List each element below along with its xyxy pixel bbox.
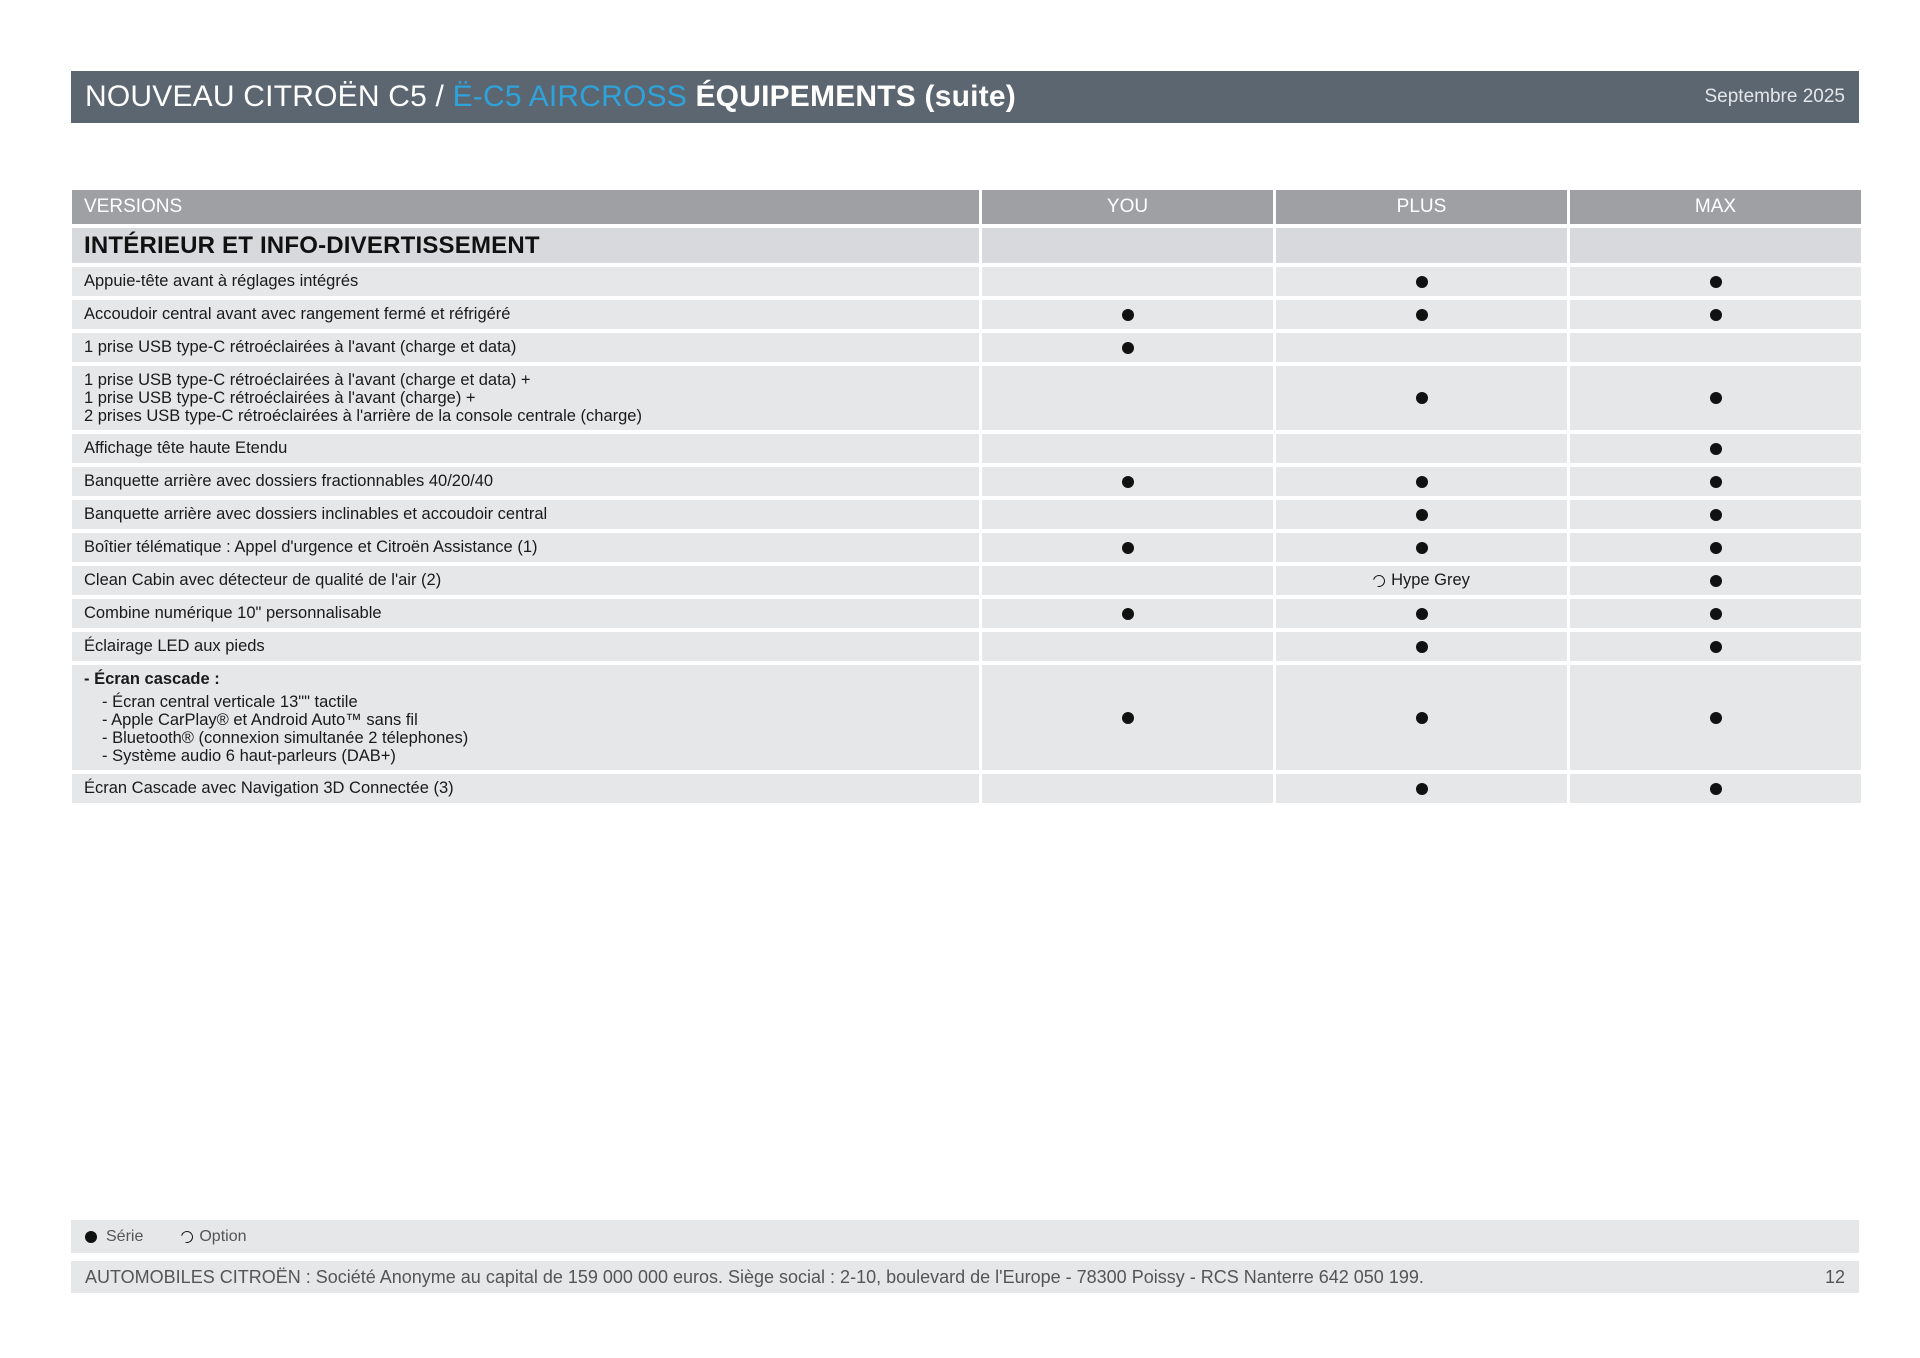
cell-plus: [1276, 500, 1567, 529]
filled-dot-icon: [1710, 575, 1722, 587]
cell-max: [1570, 774, 1861, 803]
filled-dot-icon: [1122, 608, 1134, 620]
cell-max: [1570, 366, 1861, 430]
filled-dot-icon: [1710, 309, 1722, 321]
cell-plus: [1276, 533, 1567, 562]
cell-you: [982, 333, 1273, 362]
cell-plus: [1276, 599, 1567, 628]
filled-dot-icon: [1416, 712, 1428, 724]
column-header-plus: PLUS: [1276, 190, 1567, 224]
cell-plus: [1276, 665, 1567, 770]
page-title: NOUVEAU CITROËN C5 / Ë-C5 AIRCROSS ÉQUIPEMENTS (suite): [85, 80, 1016, 113]
filled-dot-icon: [1416, 509, 1428, 521]
page-number: 12: [1824, 1266, 1845, 1287]
filled-dot-icon: [1710, 392, 1722, 404]
column-header-you: YOU: [982, 190, 1273, 224]
cell-plus: [1276, 366, 1567, 430]
footer: [71, 1261, 1859, 1293]
filled-dot-icon: [1710, 641, 1722, 653]
cell-max: [1570, 566, 1861, 595]
cell-you: [982, 366, 1273, 430]
filled-dot-icon: [1710, 276, 1722, 288]
cell-max: [1570, 533, 1861, 562]
cell-you: [982, 500, 1273, 529]
legend-option: Option: [181, 1228, 246, 1246]
filled-dot-icon: [1416, 476, 1428, 488]
filled-dot-icon: [1416, 276, 1428, 288]
row-label: Accoudoir central avant avec rangement fermé et réfrigéré: [72, 300, 979, 329]
row-label: [72, 366, 979, 430]
cell-max: [1570, 267, 1861, 296]
row-label: Affichage tête haute Etendu: [72, 434, 979, 463]
page-header: [71, 71, 1859, 123]
column-header-versions: VERSIONS: [72, 190, 979, 224]
row-label: Appuie-tête avant à réglages intégrés: [72, 267, 979, 296]
filled-dot-icon: [1710, 712, 1722, 724]
row-label-line: 2 prises USB type-C rétroéclairées à l'arrière de la console centrale (charge): [84, 407, 642, 425]
cell-max: [1570, 500, 1861, 529]
row-label-line: - Écran central verticale 13"" tactile: [102, 693, 358, 711]
cell-plus: [1276, 467, 1567, 496]
cell-max: [1570, 665, 1861, 770]
cell-you: [982, 434, 1273, 463]
cell-plus: [1276, 566, 1567, 595]
filled-dot-icon: [1122, 342, 1134, 354]
row-label-line: 1 prise USB type-C rétroéclairées à l'avant (charge) +: [84, 389, 476, 407]
cell-plus: [1276, 300, 1567, 329]
filled-dot-icon: [1710, 608, 1722, 620]
filled-dot-icon: [85, 1231, 97, 1243]
row-label: Boîtier télématique : Appel d'urgence et Citroën Assistance (1): [72, 533, 979, 562]
filled-dot-icon: [1122, 542, 1134, 554]
footer-legal-text: AUTOMOBILES CITROËN : Société Anonyme au capital de 159 000 000 euros. Siège social : 2-10, boulevard de l'Europe - 78300 Poissy - RCS Nanterre 642 050 199.: [85, 1266, 1424, 1287]
row-label: Clean Cabin avec détecteur de qualité de l'air (2): [72, 566, 979, 595]
cell-plus: [1276, 434, 1567, 463]
filled-dot-icon: [1416, 641, 1428, 653]
cell-max: [1570, 333, 1861, 362]
cell-you: [982, 267, 1273, 296]
section-cell: [1276, 228, 1567, 263]
row-label: Éclairage LED aux pieds: [72, 632, 979, 661]
filled-dot-icon: [1122, 712, 1134, 724]
row-label-lead: - Écran cascade :: [84, 670, 220, 688]
filled-dot-icon: [1122, 476, 1134, 488]
filled-dot-icon: [1416, 783, 1428, 795]
equipment-table: [72, 190, 1858, 803]
filled-dot-icon: [1710, 476, 1722, 488]
cell-you: [982, 533, 1273, 562]
option-label: Hype Grey: [1391, 571, 1470, 589]
row-label-line: - Système audio 6 haut-parleurs (DAB+): [102, 747, 396, 765]
section-cell: [982, 228, 1273, 263]
open-circle-icon: [1371, 572, 1387, 588]
filled-dot-icon: [1710, 443, 1722, 455]
row-label: Combine numérique 10" personnalisable: [72, 599, 979, 628]
cell-plus: [1276, 774, 1567, 803]
filled-dot-icon: [1416, 309, 1428, 321]
legend: [71, 1220, 1859, 1253]
cell-max: [1570, 632, 1861, 661]
cell-max: [1570, 467, 1861, 496]
row-label-line: - Apple CarPlay® et Android Auto™ sans fil: [102, 711, 418, 729]
cell-max: [1570, 300, 1861, 329]
open-circle-icon: [179, 1228, 195, 1244]
section-title: INTÉRIEUR ET INFO-DIVERTISSEMENT: [72, 228, 979, 263]
cell-you: [982, 599, 1273, 628]
filled-dot-icon: [1122, 309, 1134, 321]
row-label: Écran Cascade avec Navigation 3D Connectée (3): [72, 774, 979, 803]
header-date: Septembre 2025: [1704, 86, 1845, 107]
cell-plus: [1276, 632, 1567, 661]
option-marker: [1373, 571, 1470, 590]
cell-plus: [1276, 333, 1567, 362]
cell-max: [1570, 599, 1861, 628]
filled-dot-icon: [1416, 392, 1428, 404]
cell-max: [1570, 434, 1861, 463]
row-label: Banquette arrière avec dossiers fractionnables 40/20/40: [72, 467, 979, 496]
row-label: 1 prise USB type-C rétroéclairées à l'avant (charge et data): [72, 333, 979, 362]
cell-plus: [1276, 267, 1567, 296]
cell-you: [982, 566, 1273, 595]
filled-dot-icon: [1416, 542, 1428, 554]
filled-dot-icon: [1710, 542, 1722, 554]
cell-you: [982, 665, 1273, 770]
filled-dot-icon: [1710, 509, 1722, 521]
cell-you: [982, 467, 1273, 496]
row-label-line: 1 prise USB type-C rétroéclairées à l'avant (charge et data) +: [84, 371, 531, 389]
legend-serie: Série: [85, 1228, 143, 1246]
cell-you: [982, 774, 1273, 803]
cell-you: [982, 632, 1273, 661]
row-label-line: - Bluetooth® (connexion simultanée 2 télephones): [102, 729, 469, 747]
row-label: Banquette arrière avec dossiers inclinables et accoudoir central: [72, 500, 979, 529]
filled-dot-icon: [1416, 608, 1428, 620]
filled-dot-icon: [1710, 783, 1722, 795]
row-label: [72, 665, 979, 770]
cell-you: [982, 300, 1273, 329]
column-header-max: MAX: [1570, 190, 1861, 224]
section-cell: [1570, 228, 1861, 263]
